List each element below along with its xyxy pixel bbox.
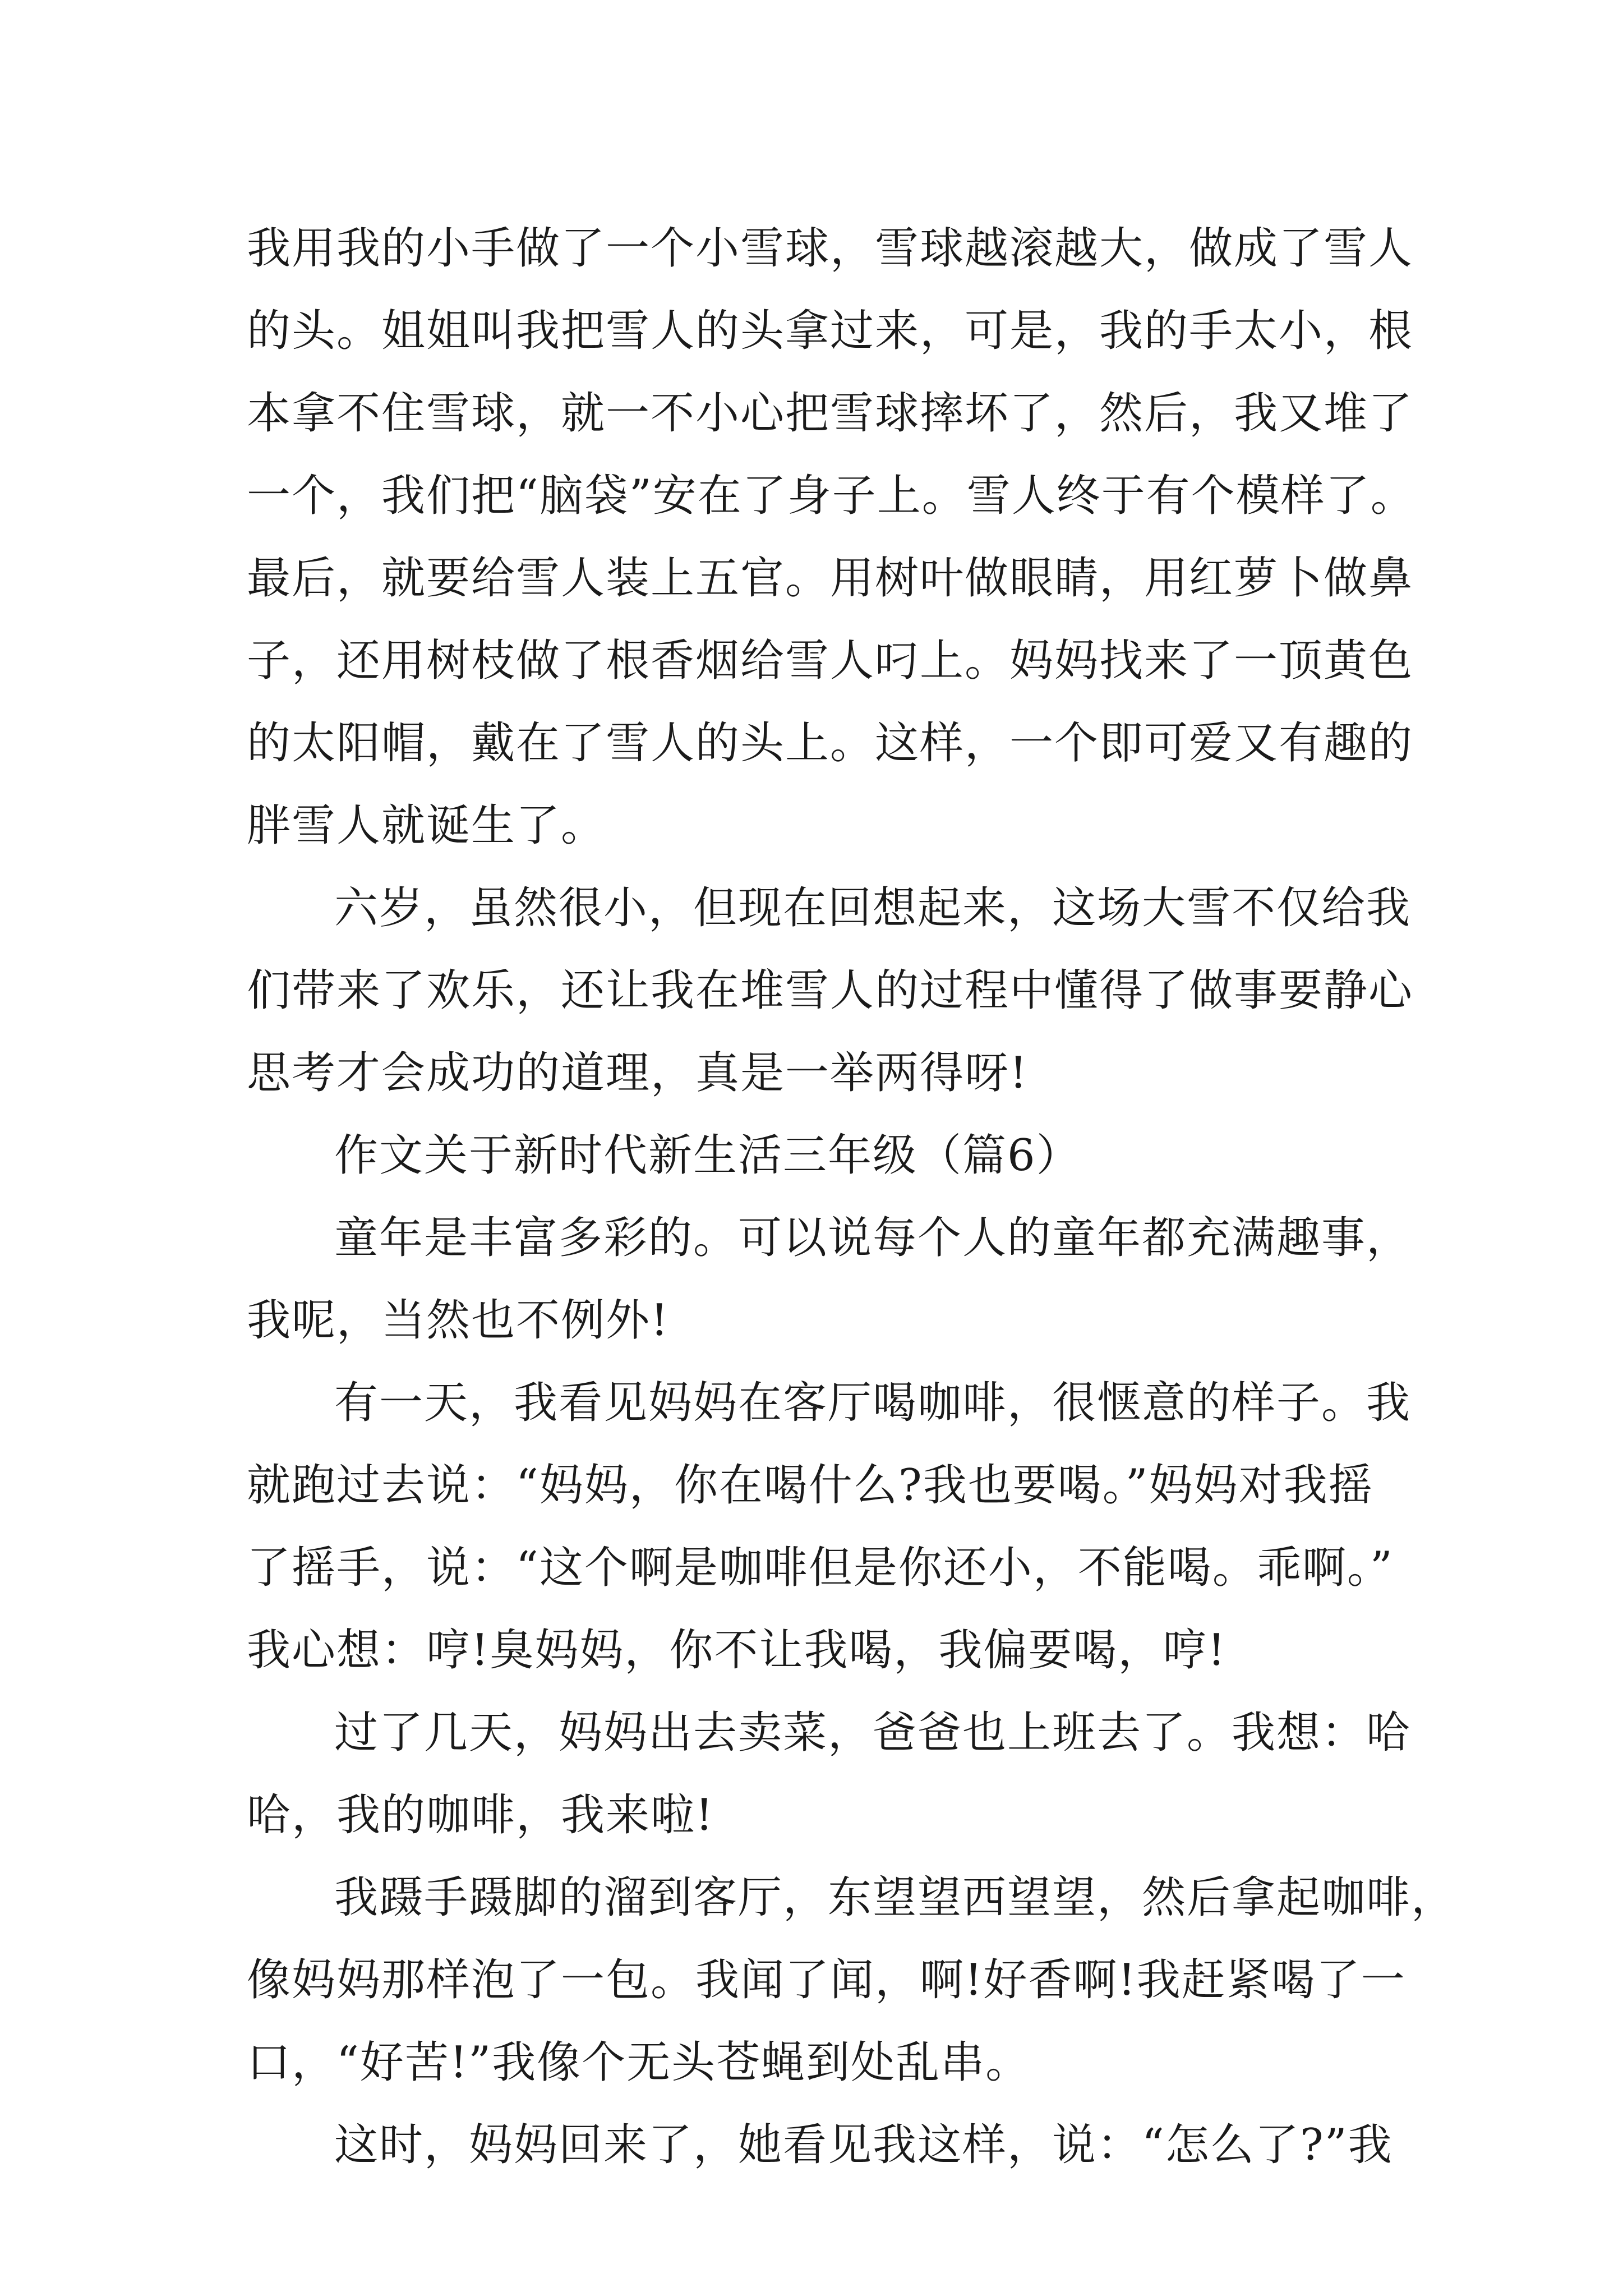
paragraph-start-line: 六岁，虽然很小，但现在回想起来，这场大雪不仅给我 — [334, 883, 1412, 933]
text-line: 我用我的小手做了一个小雪球，雪球越滚越大，做成了雪人 — [247, 223, 1414, 274]
paragraph-start-line: 过了几天，妈妈出去卖菜，爸爸也上班去了。我想：哈 — [334, 1708, 1412, 1758]
text-line: 子，还用树枝做了根香烟给雪人叼上。妈妈找来了一顶黄色 — [247, 636, 1414, 686]
text-line: 的头。姐姐叫我把雪人的头拿过来，可是，我的手太小，根 — [247, 306, 1414, 356]
text-line: 本拿不住雪球，就一不小心把雪球摔坏了，然后，我又堆了 — [247, 388, 1414, 439]
document-body — [247, 208, 1456, 2187]
text-line: 胖雪人就诞生了。 — [247, 800, 606, 851]
text-line: 一个，我们把“脑袋”安在了身子上。雪人终于有个模样了。 — [247, 471, 1415, 521]
text-line: 口，“好苦!”我像个无头苍蝇到处乱串。 — [247, 2037, 1031, 2088]
paragraph-start-line: 有一天，我看见妈妈在客厅喝咖啡，很惬意的样子。我 — [334, 1378, 1412, 1428]
text-line: 像妈妈那样泡了一包。我闻了闻，啊!好香啊!我赶紧喝了一 — [247, 1955, 1406, 2005]
text-line: 就跑过去说：“妈妈，你在喝什么?我也要喝。”妈妈对我摇 — [247, 1460, 1373, 1511]
paragraph-start-line: 童年是丰富多彩的。可以说每个人的童年都充满趣事， — [334, 1213, 1412, 1263]
text-line: 哈，我的咖啡，我来啦! — [247, 1790, 714, 1841]
text-line: 我呢，当然也不例外! — [247, 1295, 670, 1346]
text-line: 我心想：哼!臭妈妈，你不让我喝，我偏要喝，哼! — [247, 1625, 1227, 1676]
text-line: 最后，就要给雪人装上五官。用树叶做眼睛，用红萝卜做鼻 — [247, 553, 1414, 604]
paragraph-start-line: 我蹑手蹑脚的溜到客厅，东望望西望望，然后拿起咖啡， — [334, 1872, 1456, 1923]
text-line: 思考才会成功的道理，真是一举两得呀! — [247, 1048, 1029, 1098]
section-heading: 作文关于新时代新生活三年级（篇6） — [334, 1130, 1081, 1181]
text-line: 了摇手，说：“这个啊是咖啡但是你还小，不能喝。乖啊。” — [247, 1543, 1394, 1593]
text-line: 的太阳帽，戴在了雪人的头上。这样，一个即可爱又有趣的 — [247, 718, 1414, 769]
text-line: 们带来了欢乐，还让我在堆雪人的过程中懂得了做事要静心 — [247, 965, 1414, 1016]
paragraph-start-line: 这时，妈妈回来了，她看见我这样，说：“怎么了?”我 — [334, 2120, 1393, 2170]
